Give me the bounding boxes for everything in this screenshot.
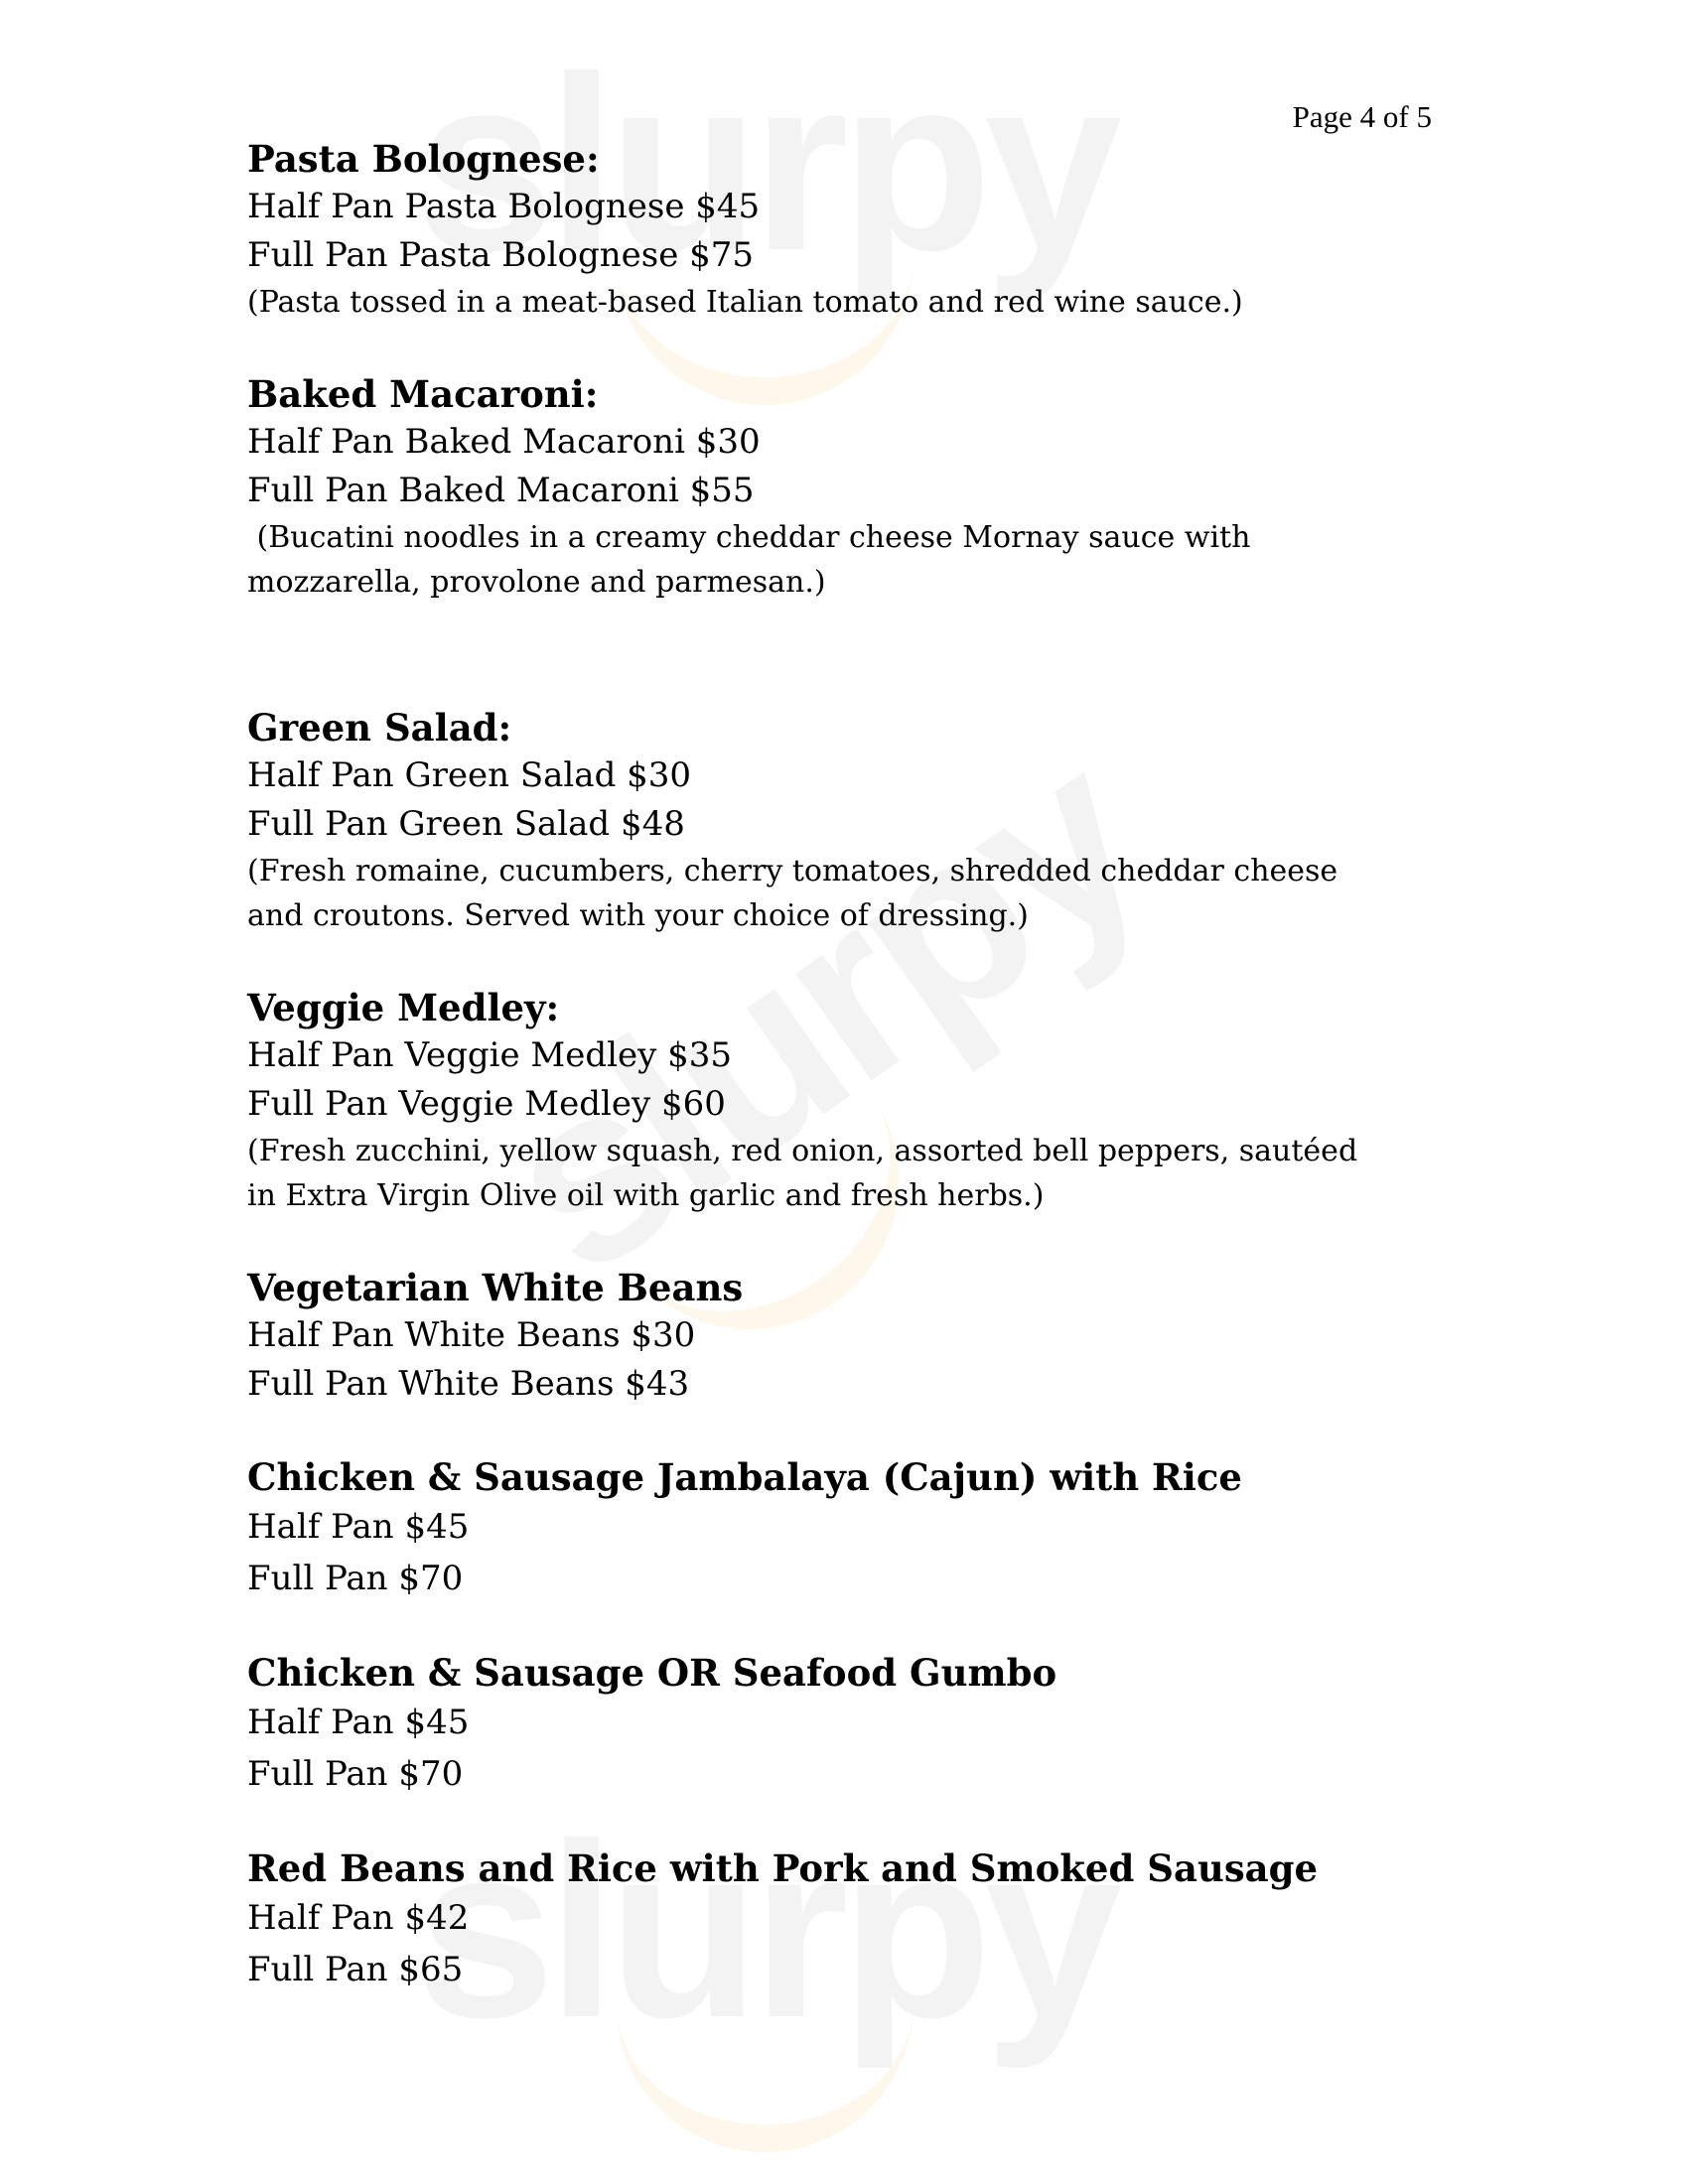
menu-section-jambalaya [247, 1453, 1439, 1604]
item-description: (Bucatini noodles in a creamy cheddar cheese Mornay sauce with [247, 520, 1251, 555]
section-heading: Green Salad: [247, 706, 512, 750]
price-line: Half Pan White Beans $30 [247, 1315, 696, 1355]
price-line: Half Pan $45 [247, 1507, 470, 1547]
price-line: Full Pan Veggie Medley $60 [247, 1084, 726, 1124]
menu-content [247, 135, 1439, 1995]
menu-section-red-beans-rice [247, 1844, 1439, 1995]
price-line: Half Pan $42 [247, 1898, 470, 1938]
price-line: Full Pan Green Salad $48 [247, 804, 685, 844]
menu-section-green-salad [247, 704, 1439, 938]
menu-section-baked-macaroni [247, 370, 1439, 605]
section-heading: Veggie Medley: [247, 986, 560, 1029]
price-line: Full Pan $65 [247, 1950, 464, 1989]
section-heading: Chicken & Sausage OR Seafood Gumbo [247, 1651, 1057, 1695]
item-description: (Pasta tossed in a meat-based Italian tomato and red wine sauce.) [247, 285, 1243, 320]
price-line: Half Pan Veggie Medley $35 [247, 1035, 733, 1075]
item-description: (Fresh romaine, cucumbers, cherry tomatoes, shredded cheddar cheese [247, 854, 1338, 888]
menu-section-vegetarian-white-beans [247, 1264, 1439, 1409]
section-heading: Pasta Bolognese: [247, 137, 600, 181]
section-heading: Red Beans and Rice with Pork and Smoked Sausage [247, 1846, 1319, 1890]
item-description: mozzarella, provolone and parmesan.) [247, 565, 826, 600]
menu-section-gumbo [247, 1649, 1439, 1800]
item-description: in Extra Virgin Olive oil with garlic and fresh herbs.) [247, 1178, 1045, 1213]
price-line: Full Pan Pasta Bolognese $75 [247, 235, 755, 275]
item-description: and croutons. Served with your choice of dressing.) [247, 898, 1029, 933]
price-line: Full Pan $70 [247, 1754, 464, 1794]
price-line: Full Pan $70 [247, 1559, 464, 1598]
price-line: Full Pan White Beans $43 [247, 1364, 690, 1404]
page-number: Page 4 of 5 [1292, 99, 1432, 134]
price-line: Half Pan Baked Macaroni $30 [247, 422, 761, 462]
price-line: Half Pan Green Salad $30 [247, 755, 692, 795]
section-heading: Chicken & Sausage Jambalaya (Cajun) with Rice [247, 1455, 1242, 1499]
item-description: (Fresh zucchini, yellow squash, red onion, assorted bell peppers, sautéed [247, 1134, 1358, 1168]
price-line: Half Pan Pasta Bolognese $45 [247, 187, 761, 226]
price-line: Full Pan Baked Macaroni $55 [247, 471, 755, 510]
section-heading: Baked Macaroni: [247, 372, 599, 416]
section-heading: Vegetarian White Beans [247, 1266, 744, 1309]
menu-section-pasta-bolognese [247, 135, 1439, 325]
menu-section-veggie-medley [247, 984, 1439, 1218]
price-line: Half Pan $45 [247, 1703, 470, 1742]
watermark-smile [616, 1976, 914, 2152]
